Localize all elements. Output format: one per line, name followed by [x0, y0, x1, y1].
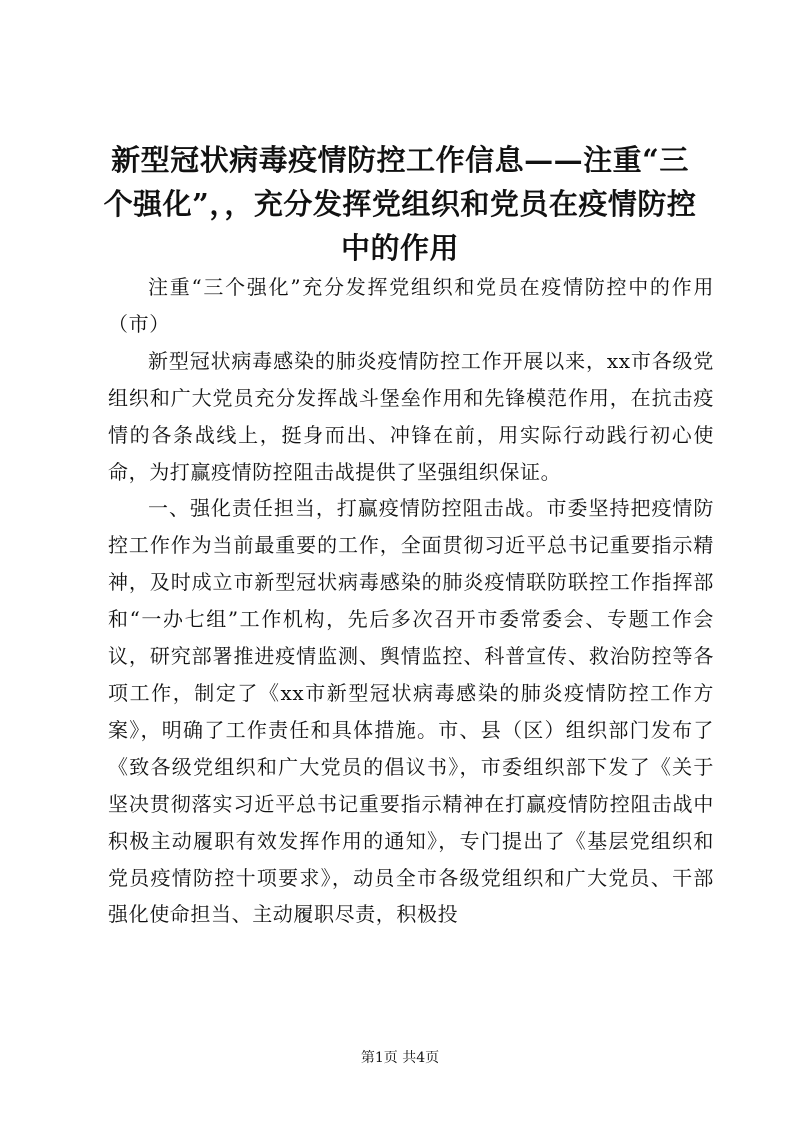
page-number-footer: 第1页 共4页	[360, 1050, 440, 1066]
paragraph-section-one: 一、强化责任担当，打赢疫情防控阻击战。市委坚持把疫情防控工作作为当前最重要的工作，全面贯彻习近平总书记重要指示精神，及时成立市新型冠状病毒感染的肺炎疫情联防联控工作指挥部和“一办七组”工作机构，先后多次召开市委常委会、专题工作会议，研究部署推进疫情监测、舆情监控、科普宣传、救治防控等各项工作，制定了《xx市新型冠状病毒感染的肺炎疫情防控工作方案》，明确了工作责任和具体措施。市、县（区）组织部门发布了《致各级党组织和广大党员的倡议书》，市委组织部下发了《关于坚决贯彻落实习近平总书记重要指示精神在打赢疫情防控阻击战中积极主动履职有效发挥作用的通知》，专门提出了《基层党组织和党员疫情防控十项要求》，动员全市各级党组织和广大党员、干部强化使命担当、主动履职尽责，积极投	[108, 496, 714, 927]
paragraph-intro: 新型冠状病毒感染的肺炎疫情防控工作开展以来，xx市各级党组织和广大党员充分发挥战斗堡垒作用和先锋模范作用，在抗击疫情的各条战线上，挺身而出、冲锋在前，用实际行动践行初心使命，为打赢疫情防控阻击战提供了坚强组织保证。	[108, 348, 714, 484]
document-body	[108, 269, 714, 933]
document-title: 新型冠状病毒疫情防控工作信息——注重“三个强化”，，充分发挥党组织和党员在疫情防控中的作用	[103, 143, 697, 265]
paragraph-subtitle: 注重“三个强化”充分发挥党组织和党员在疫情防控中的作用（市）	[108, 275, 714, 336]
